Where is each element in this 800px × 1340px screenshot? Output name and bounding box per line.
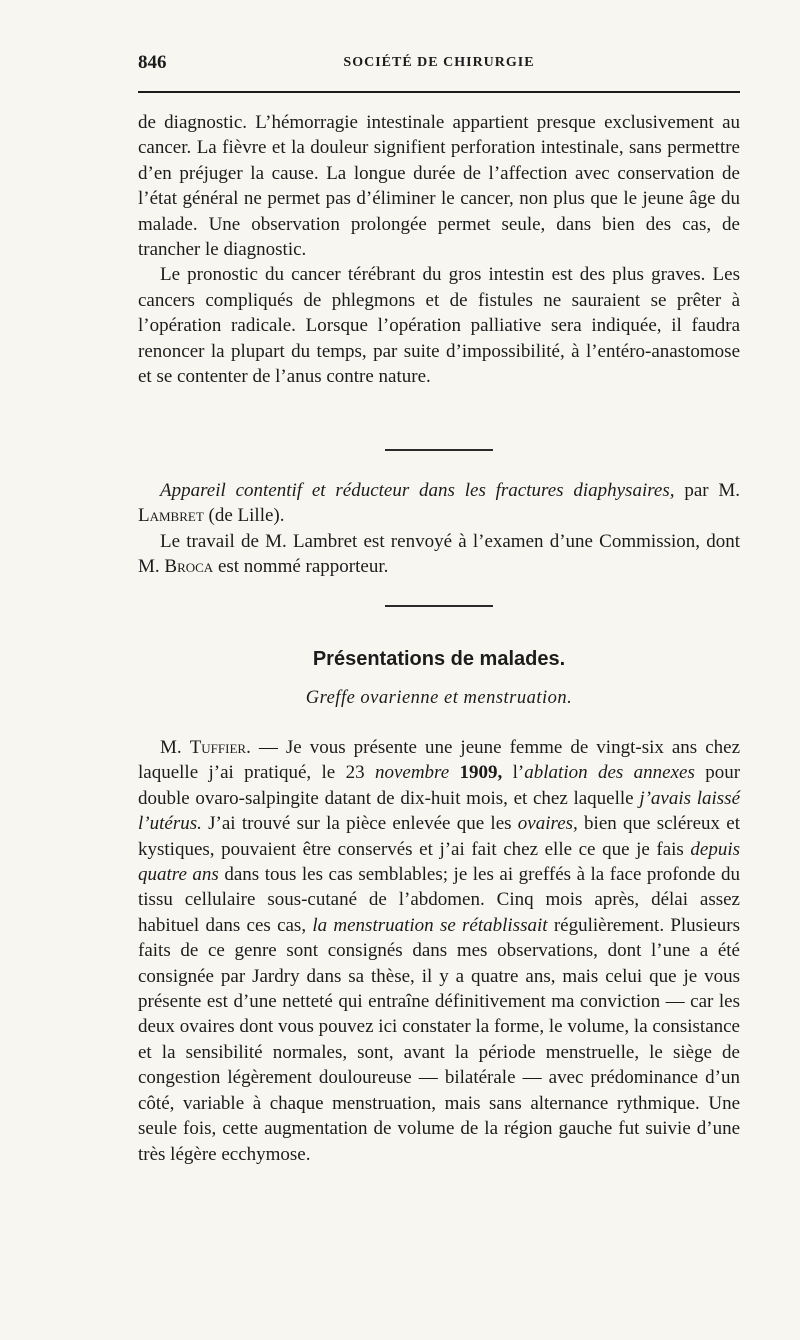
- paragraph-pronostic: Le pronostic du cancer térébrant du gros intestin est des plus graves. Les cancers compliqués de phlegmons et de fistules ne sauraient se prêter à l’opération radicale. Lorsque l’opération palliative sera indiquée, il faudra renoncer la plupart du temps, par suite d’impossibilité, à l’entéro-anastomose et se contenter de l’anus contre nature.: [138, 264, 740, 388]
- rapporteur-name: Broca: [164, 556, 214, 578]
- text-block-diagnostic: [138, 110, 740, 389]
- paragraph-tuffier: M. Tuffier. — Je vous présente une jeune femme de vingt-six ans chez laquelle j’ai pratiqué, le 23 novembre 1909, l’ablation des annexes pour double ovaro-salpingite datant de dix-huit mois, et chez laquelle j’avais laissé l’utérus. J’ai trouvé sur la pièce enlevée que les ovaires, bien que scléreux et kystiques, pouvaient être conservés et j’ai fait chez elle ce que je fais depuis quatre ans dans tous les cas semblables; je les ai greffés à la face profonde du tissu cellulaire sous-cutané de l’abdomen. Cinq mois après, délai assez habituel dans ces cas, la menstruation se rétablissait régulièrement. Plusieurs faits de ce genre sont consignés dans mes observations, dont l’une a été consignée par Jardry dans sa thèse, il y a quatre ans, mais celui que je vous présente est d’une netteté qui entraîne définitivement ma conviction — car les deux ovaires dont vous pouvez ici constater la forme, le volume, la consistance et la sensibilité normales, sont, avant la période menstruelle, le siège de congestion légèrement douloureuse — bilatérale — avec prédominance d’un côté, variable à chaque menstruation, mais sans alternance rythmique. Une seule fois, cette augmentation de volume de la région gauche fut suivie d’une très légère ecchymose.: [138, 737, 741, 1165]
- paragraph-appareil: Appareil contentif et réducteur dans les fractures diaphysaires, par M. Lambret (de Lille).: [138, 480, 741, 527]
- section-separator: [385, 449, 493, 451]
- section-heading: Présentations de malades.: [312, 648, 566, 670]
- text-block-tuffier: [138, 735, 740, 1167]
- paragraph-commission: Le travail de M. Lambret est renvoyé à l’examen d’une Commission, dont M. Broca est nommé rapporteur.: [138, 530, 740, 578]
- paragraph-diagnostic: de diagnostic. L’hémorragie intestinale appartient presque exclusivement au cancer. La fièvre et la douleur signifient perforation intestinale, sans permettre d’en préjuger la cause. La longue durée de l’affection avec conservation de l’état général ne permet pas d’éliminer le cancer, non plus que le jeune âge du malade. Une observation prolongée permet seule, dans bien des cas, de trancher le diagnostic.: [138, 112, 740, 261]
- section-subheading: Greffe ovarienne et menstruation.: [305, 688, 573, 708]
- page-header: [138, 52, 740, 80]
- speaker-name: Tuffier.: [189, 737, 251, 758]
- running-title: SOCIÉTÉ DE CHIRURGIE: [343, 55, 535, 70]
- author-name: Lambret: [138, 505, 204, 527]
- page-number: 846: [138, 52, 167, 73]
- text-block-lambret: [138, 478, 740, 580]
- section-separator: [385, 605, 493, 607]
- header-rule: [138, 91, 740, 93]
- work-title: Appareil contentif et réducteur dans les fractures diaphysaires,: [160, 480, 675, 501]
